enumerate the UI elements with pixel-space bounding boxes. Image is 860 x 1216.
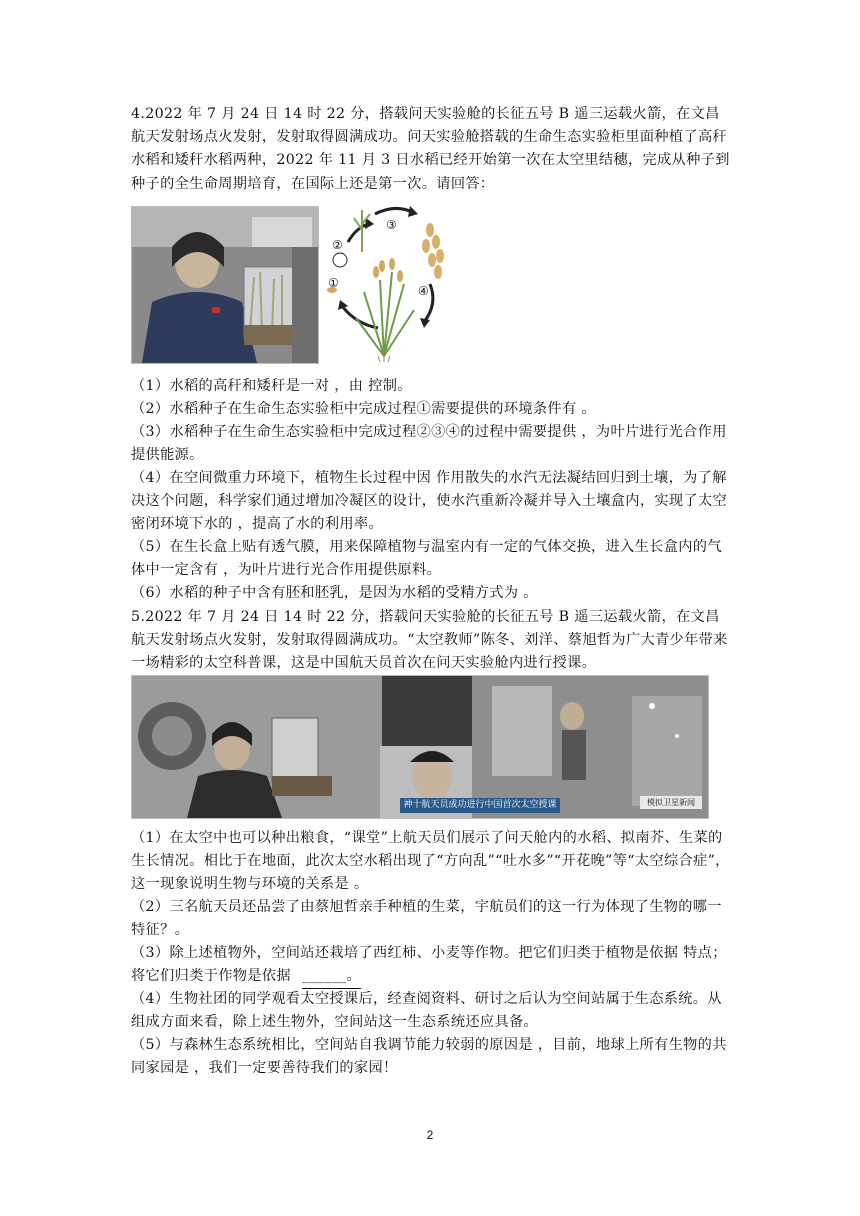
photo-caption-2: 模拟卫星新闻 — [640, 796, 702, 809]
q4-item-6: （6）水稻的种子中含有胚和胚乳，是因为水稻的受精方式为 。 — [131, 585, 538, 601]
cycle-label-4: ④ — [418, 284, 429, 298]
page-number: 2 — [426, 1128, 434, 1142]
q5-item-5: （5）与森林生态系统相比，空间站自我调节能力较弱的原因是 ，目前，地球上所有生物的共同家园是 ，我们一定要善待我们的家园！ — [131, 1037, 727, 1077]
q4-item-3: （3）水稻种子在生命生态实验柜中完成过程②③④的过程中需要提供 ，为叶片进行光合作用提供能源。 — [131, 424, 727, 464]
rice-life-cycle-diagram — [320, 200, 460, 362]
q4-item-2: （2）水稻种子在生命生态实验柜中完成过程①需要提供的环境条件有 。 — [131, 401, 596, 417]
astronaut-plant-photo — [131, 206, 319, 364]
q5-item-3-text: （3）除上述植物外，空间站还栽培了西红柿、小麦等作物。把它们归类于植物是依据 特点；将它们归类于作物是依据 — [131, 945, 727, 985]
q5-item-4: （4）生物社团的同学观看太空授课后，经查阅资料、研讨之后认为空间站属于生态系统。从组成方面来看，除上述生物外，空间站这一生态系统还应具备。 — [131, 991, 722, 1031]
q5-item-1: （1）在太空中也可以种出粮食，“课堂”上航天员们展示了问天舱内的水稻、拟南芥、生菜的生长情况。相比于在地面，此次太空水稻出现了“方向乱”“吐水多”“开花晚”等“太空综合症”，这一现象说明生物与环境的关系是 。 — [131, 830, 730, 893]
photo-caption: 神十航天员成功进行中国首次太空授课 — [400, 798, 560, 813]
q5-item-3 — [131, 942, 731, 989]
cycle-label-1: ① — [328, 276, 339, 290]
q4-item-4: （4）在空间微重力环境下，植物生长过程中因 作用散失的水汽无法凝结回归到土壤，为了解决这个问题，科学家们通过增加冷凝区的设计，使水汽重新冷凝并导入土壤盒内，实现了太空密闭环境下水的 ，提高了水的利用率。 — [131, 470, 728, 533]
q5-item-2: （2）三名航天员还品尝了由蔡旭哲亲手种植的生菜，宇航员们的这一行为体现了生物的哪一特征？。 — [131, 899, 722, 939]
cycle-label-3: ③ — [386, 218, 397, 232]
q4-item-1: （1）水稻的高秆和矮秆是一对 ，由 控制。 — [131, 378, 412, 394]
q5-intro: 5.2022 年 7 月 24 日 14 时 22 分，搭载问天实验舱的长征五号 B 遥三运载火箭，在文昌航天发射场点火发射，发射取得圆满成功。“太空教师”陈冬、刘洋、蔡旭哲为广大青少年带来一场精彩的太空科普课，这是中国航天员首次在问天实验舱内进行授课。 — [131, 609, 728, 672]
q5-item-3-blank: ______。 — [302, 965, 361, 989]
cycle-label-2: ② — [332, 238, 343, 252]
q4-intro: 4.2022 年 7 月 24 日 14 时 22 分，搭载问天实验舱的长征五号 B 遥三运载火箭，在文昌航天发射场点火发射，发射取得圆满成功。问天实验舱搭载的生命生态实验柜里面种植了高秆水稻和矮秆水稻两种，2022 年 11 月 3 日水稻已经开始第一次在太空里结穗，完成从种子到种子的全生命周期培育，在国际上还是第一次。请回答： — [131, 106, 730, 192]
q4-item-5: （5）在生长盒上贴有透气膜，用来保障植物与温室内有一定的气体交换，进入生长盒内的气体中一定含有 ，为叶片进行光合作用提供原料。 — [131, 539, 722, 579]
